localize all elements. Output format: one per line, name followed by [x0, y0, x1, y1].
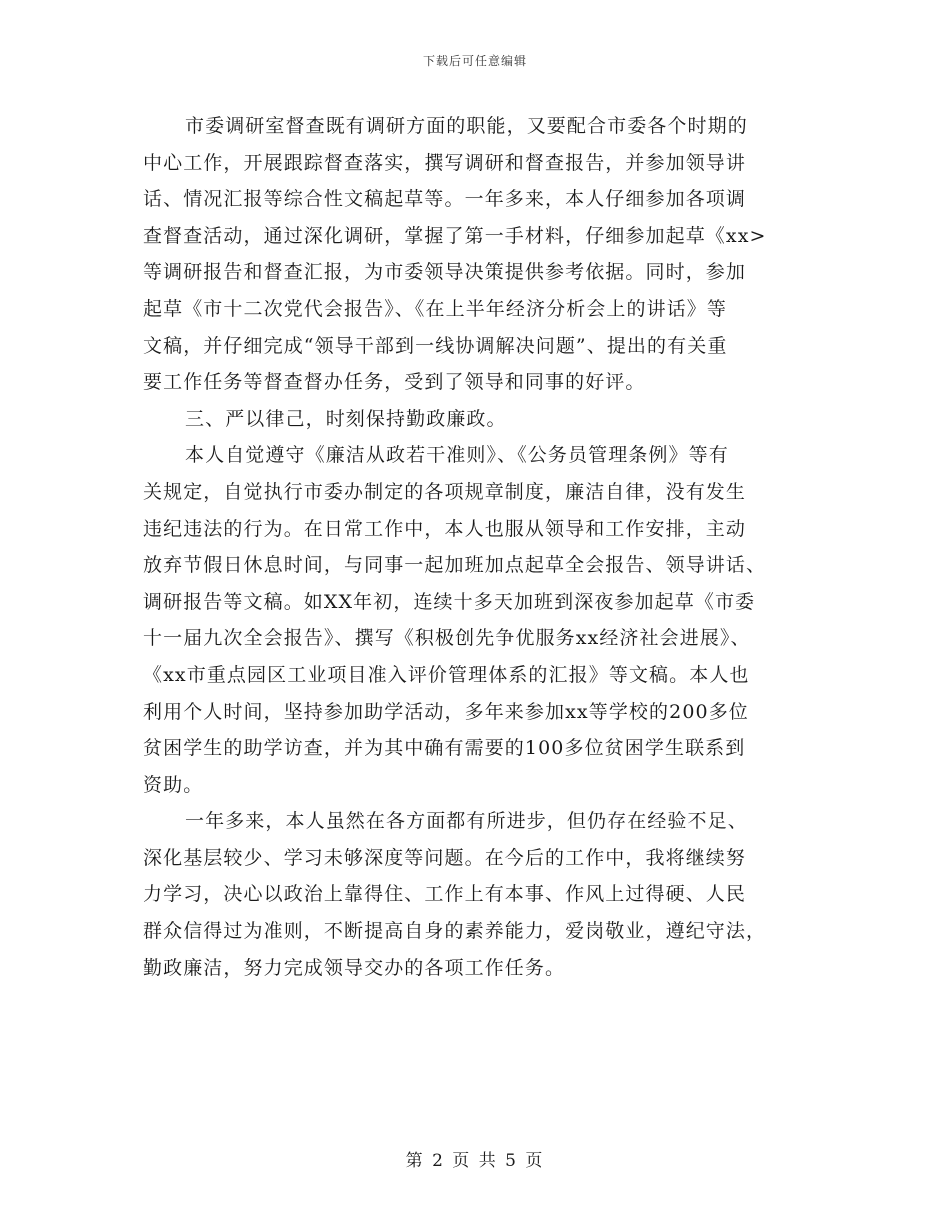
- paragraph-line: 话、情况汇报等综合性文稿起草等。一年多来，本人仔细参加各项调: [143, 188, 747, 211]
- paragraph-line: 关规定，自觉执行市委办制定的各项规章制度，廉洁自律，没有发生: [143, 480, 747, 503]
- paragraph-line: 群众信得过为准则，不断提高自身的素养能力，爱岗敬业，遵纪守法，: [143, 920, 767, 943]
- paragraph-line: 本人自觉遵守《廉洁从政若干准则》、《公务员管理条例》等有: [185, 444, 729, 467]
- page-number-footer: 第 2 页 共 5 页: [405, 1151, 545, 1171]
- paragraph-line: 力学习，决心以政治上靠得住、工作上有本事、作风上过得硬、人民: [143, 883, 747, 906]
- paragraph-line: 勤政廉洁，努力完成领导交办的各项工作任务。: [143, 956, 566, 979]
- paragraph-line: 查督查活动，通过深化调研，掌握了第一手材料，仔细参加起草《xx>: [143, 224, 767, 247]
- paragraph-line: 违纪违法的行为。在日常工作中，本人也服从领导和工作安排，主动: [143, 517, 747, 540]
- paragraph-line: 文稿，并仔细完成“领导干部到一线协调解决问题”、提出的有关重: [143, 334, 728, 357]
- paragraph-line: 中心工作，开展跟踪督查落实，撰写调研和督查报告，并参加领导讲: [143, 151, 747, 174]
- paragraph-line: 市委调研室督查既有调研方面的职能，又要配合市委各个时期的: [185, 115, 748, 137]
- paragraph-line: 要工作任务等督查督办任务，受到了领导和同事的好评。: [143, 371, 646, 394]
- document-body: [143, 108, 811, 986]
- paragraph-line: 深化基层较少、学习未够深度等问题。在今后的工作中，我将继续努: [143, 846, 747, 869]
- paragraph-line: 利用个人时间，坚持参加助学活动，多年来参加xx等学校的200多位: [143, 700, 749, 723]
- page-header: 下载后可任意编辑: [422, 54, 527, 68]
- paragraph-line: 起草《市十二次党代会报告》、《在上半年经济分析会上的讲话》等: [143, 297, 728, 320]
- paragraph-line: 《xx市重点园区工业项目准入评价管理体系的汇报》等文稿。本人也: [143, 663, 750, 686]
- paragraph-line: 等调研报告和督查汇报，为市委领导决策提供参考依据。同时，参加: [143, 261, 747, 284]
- paragraph-line: 贫困学生的助学访查，并为其中确有需要的100多位贫困学生联系到: [143, 737, 746, 760]
- paragraph-line: 放弃节假日休息时间，与同事一起加班加点起草全会报告、领导讲话、: [143, 554, 767, 577]
- section-heading: 三、严以律己，时刻保持勤政廉政。: [185, 407, 507, 430]
- paragraph-line: 调研报告等文稿。如XX年初，连续十多天加班到深夜参加起草《市委: [143, 590, 756, 613]
- paragraph-line: 资助。: [143, 773, 204, 796]
- paragraph-line: 一年多来，本人虽然在各方面都有所进步，但仍存在经验不足、: [185, 810, 748, 833]
- paragraph-line: 十一届九次全会报告》、撰写《积极创先争优服务xx经济社会进展》、: [143, 627, 751, 650]
